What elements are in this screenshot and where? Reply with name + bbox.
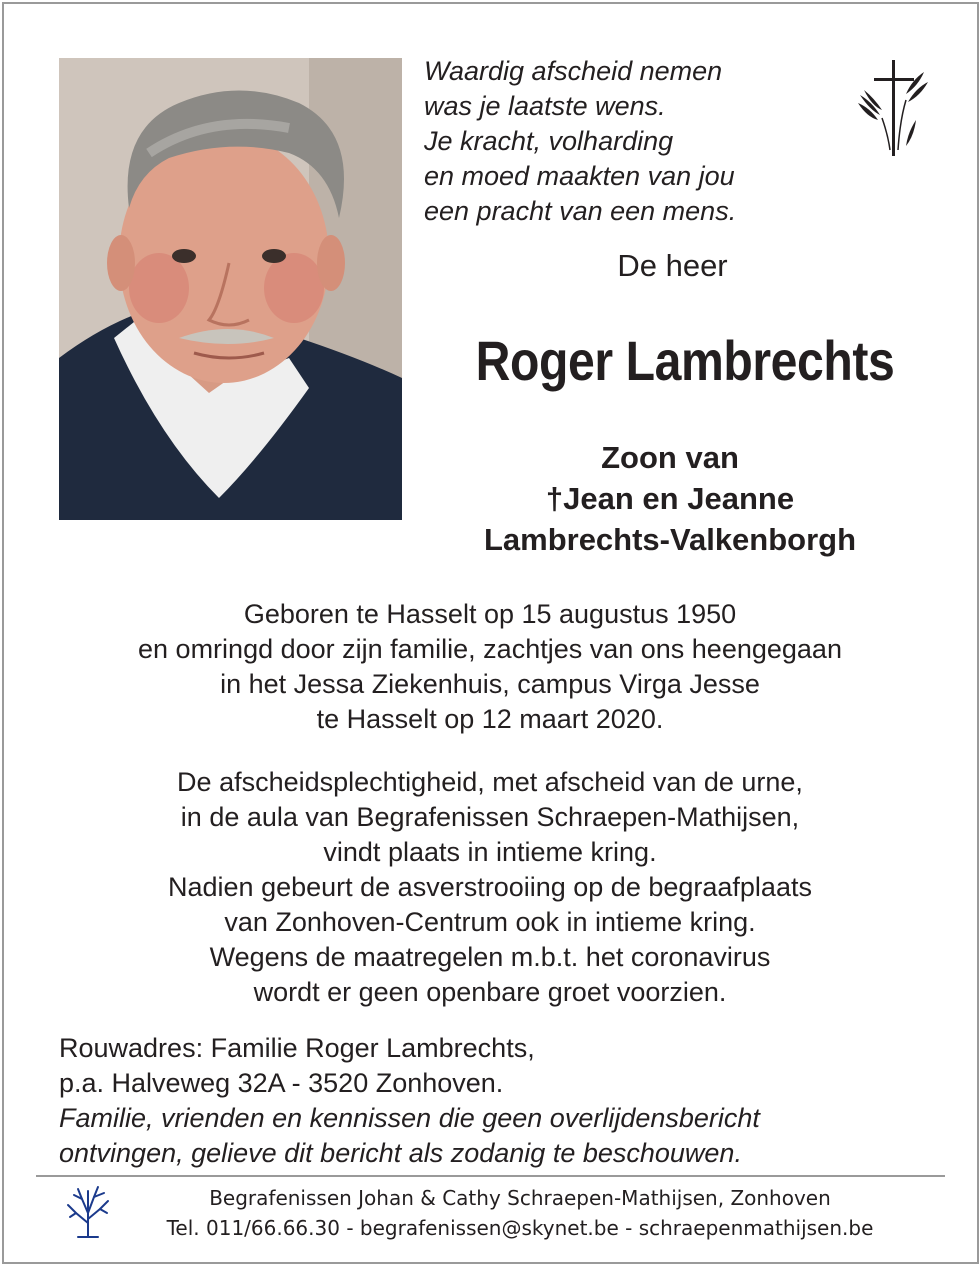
honorific: De heer (617, 248, 728, 283)
poem-line: Waardig afscheid nemen (424, 56, 723, 86)
deceased-name: Roger Lambrechts (475, 329, 895, 392)
mourning-address (59, 1031, 760, 1171)
parents-line: Lambrechts-Valkenborgh (483, 522, 857, 557)
poem-line: en moed maakten van jou (424, 161, 735, 191)
life-info-line: Geboren te Hasselt op 15 augustus 1950 (243, 599, 737, 629)
ceremony-line: van Zonhoven-Centrum ook in intieme kring. (224, 907, 756, 937)
poem-line: was je laatste wens. (424, 91, 666, 121)
ceremony-line: in de aula van Begrafenissen Schraepen-Mathijsen, (180, 802, 800, 832)
portrait-photo (59, 58, 402, 520)
funeral-home-name: Begrafenissen Johan & Cathy Schraepen-Mathijsen, Zonhoven (209, 1186, 831, 1210)
notice-line: ontvingen, gelieve dit bericht als zodanig te beschouwen. (59, 1138, 742, 1168)
cross-with-wheat-icon (852, 60, 932, 160)
funeral-home-footer (120, 1183, 920, 1243)
funeral-home-contact: Tel. 011/66.66.30 - begrafenissen@skynet.be - schraepenmathijsen.be (166, 1216, 874, 1240)
poem-line: Je kracht, volharding (424, 126, 674, 156)
life-info-line: en omringd door zijn familie, zachtjes van ons heengegaan (138, 634, 842, 664)
ceremony-line: wordt er geen openbare groet voorzien. (253, 977, 727, 1007)
address-line: p.a. Halveweg 32A - 3520 Zonhoven. (59, 1068, 504, 1098)
ceremony-info (40, 765, 940, 1010)
life-info-line: in het Jessa Ziekenhuis, campus Virga Jesse (220, 669, 760, 699)
life-info-line: te Hasselt op 12 maart 2020. (316, 704, 664, 734)
ceremony-line: Nadien gebeurt de asverstrooiing op de begraafplaats (168, 872, 812, 902)
ceremony-line: Wegens de maatregelen m.b.t. het coronavirus (209, 942, 771, 972)
tree-logo-icon (62, 1183, 114, 1239)
parents-info (440, 437, 900, 560)
ceremony-line: De afscheidsplechtigheid, met afscheid van de urne, (177, 767, 803, 797)
ceremony-line: vindt plaats in intieme kring. (323, 837, 657, 867)
life-info (40, 597, 940, 737)
poem-line: een pracht van een mens. (424, 196, 737, 226)
notice-line: Familie, vrienden en kennissen die geen overlijdensbericht (59, 1103, 760, 1133)
parents-line: Zoon van (601, 440, 739, 475)
address-line: Rouwadres: Familie Roger Lambrechts, (59, 1033, 535, 1063)
parents-line: †Jean en Jeanne (545, 481, 795, 516)
memorial-poem (424, 54, 804, 229)
footer-divider (36, 1175, 945, 1177)
